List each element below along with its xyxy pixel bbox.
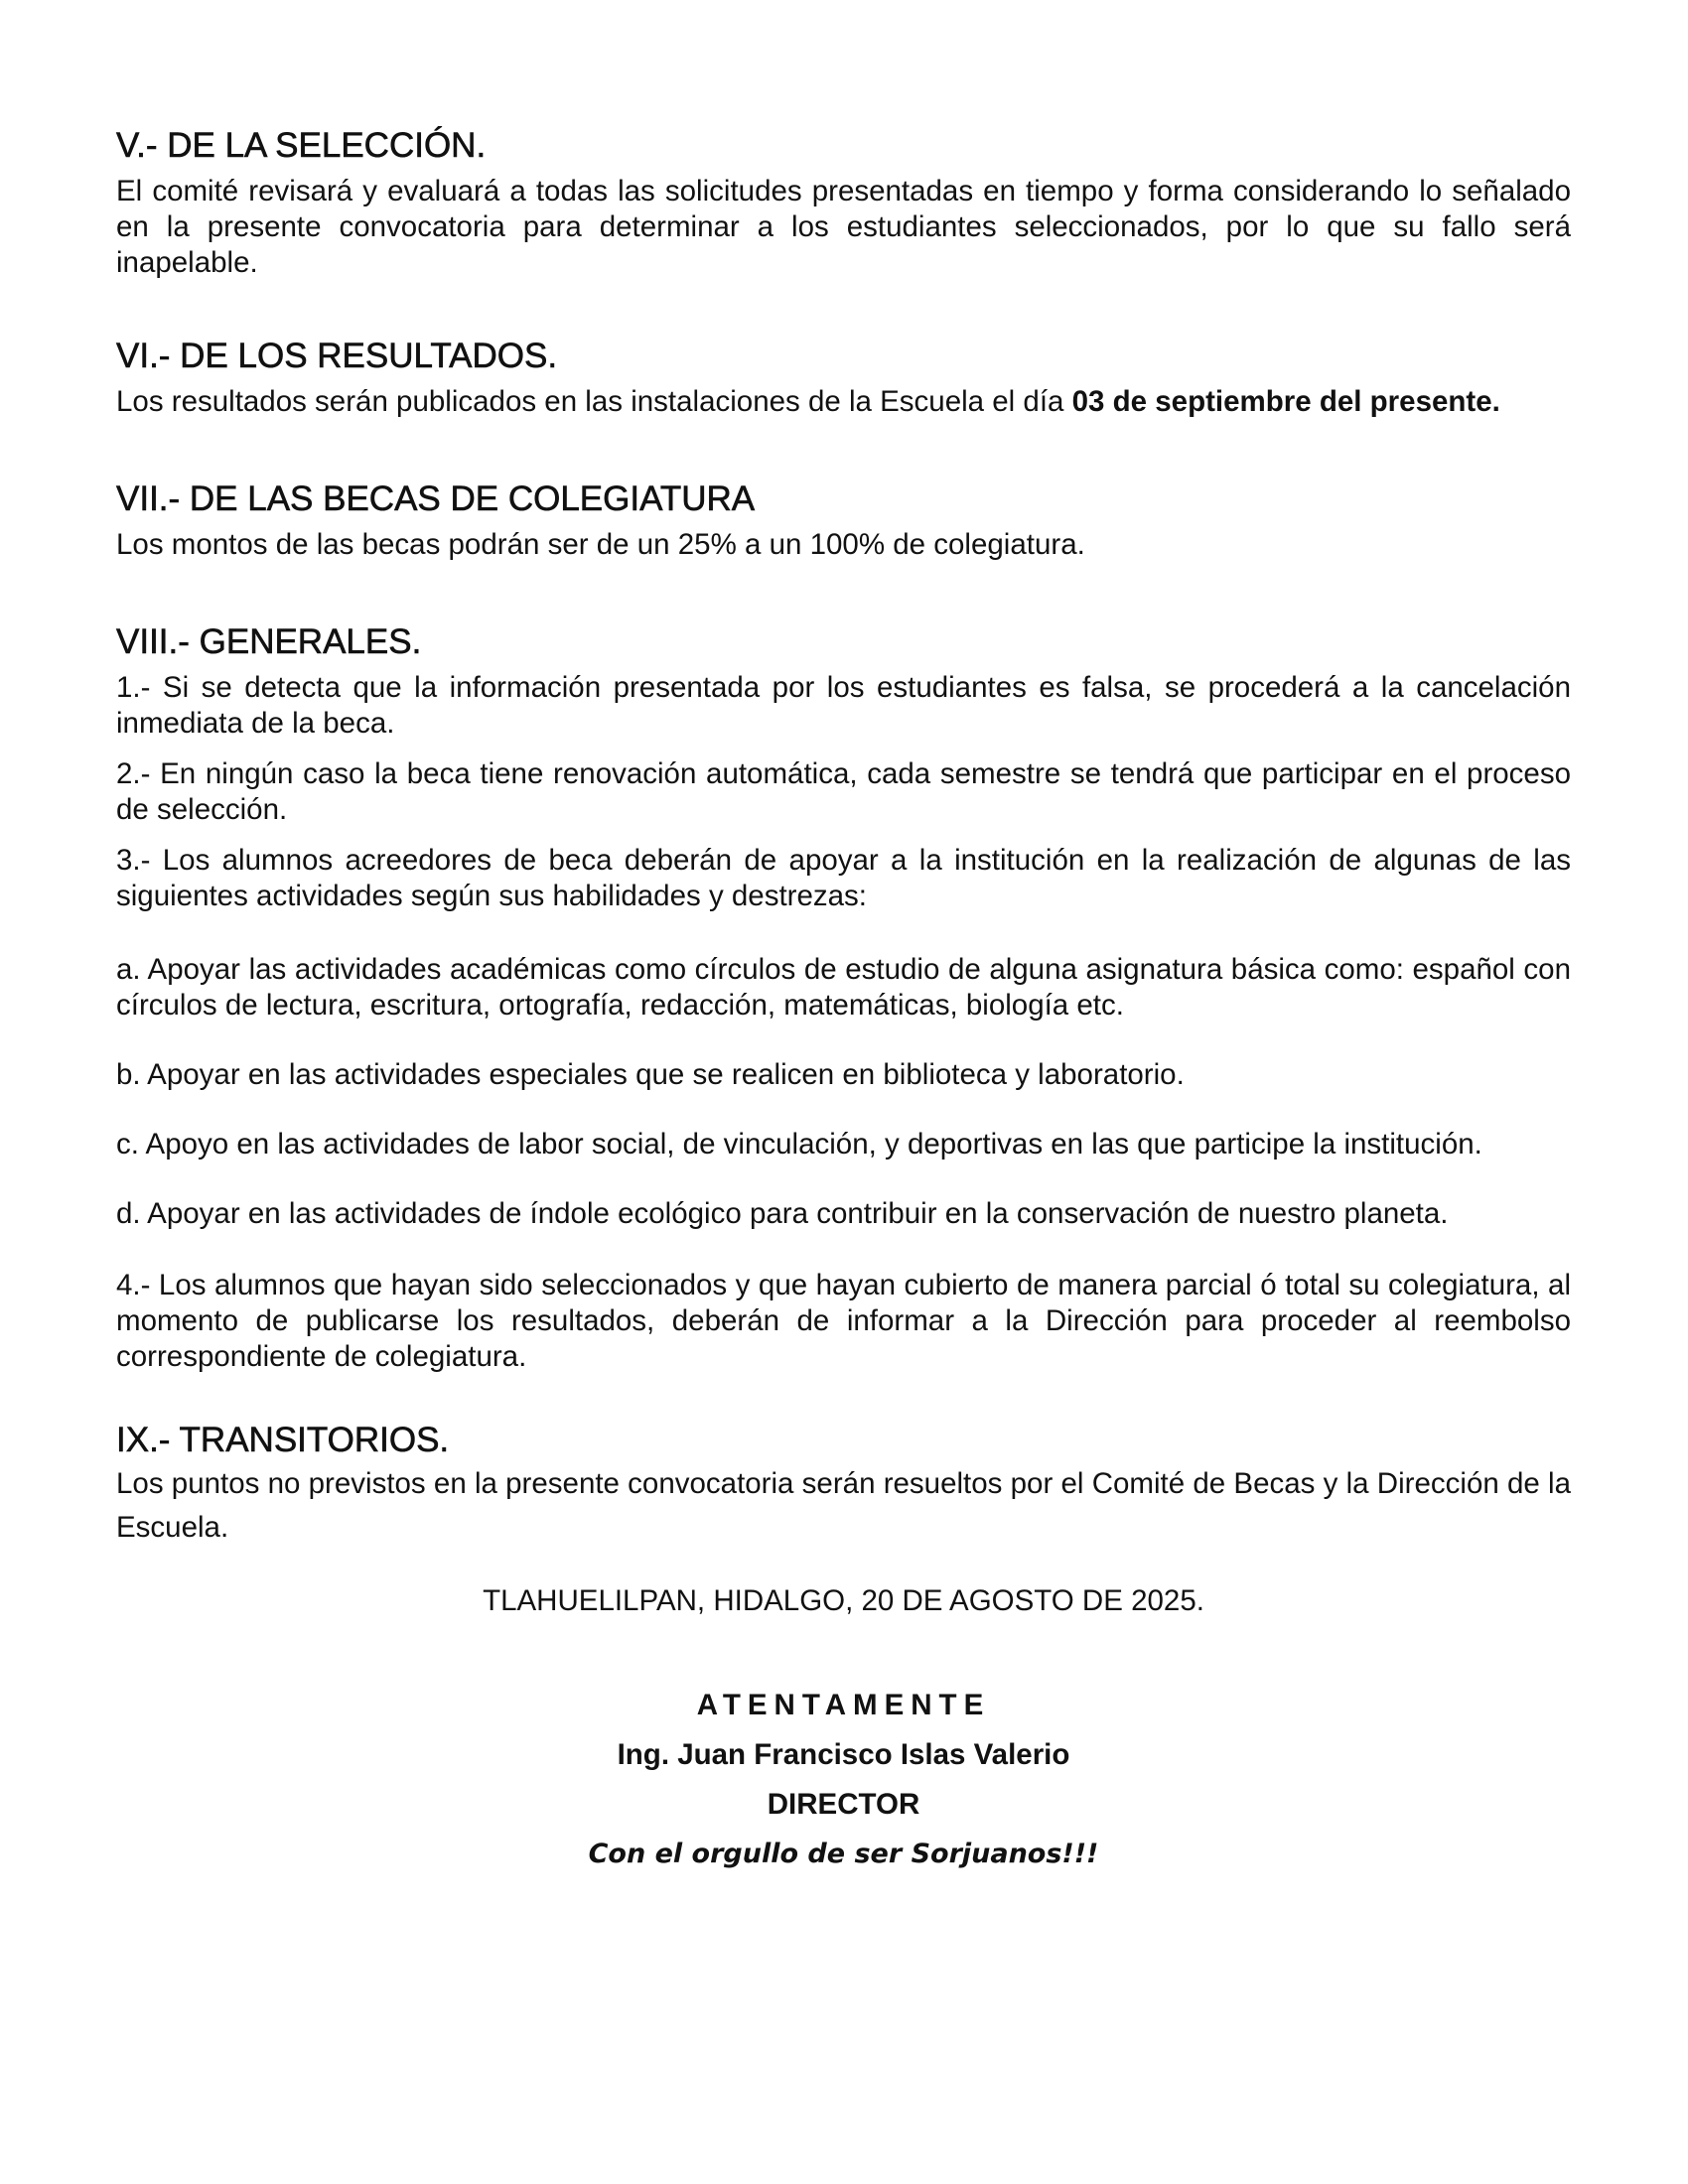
resultados-date: 03 de septiembre del presente. [1071,385,1500,418]
section-generales [116,620,1571,1375]
section-text-transitorios: Los puntos no previstos en la presente convocatoria serán resueltos por el Comité de Becas y la Dirección de la Escuela. [116,1467,1571,1544]
closing-block [116,1583,1571,1879]
section-title-becas: VII.- DE LAS BECAS DE COLEGIATURA [116,479,756,518]
section-text-becas: Los montos de las becas podrán ser de un 25% a un 100% de colegiatura. [116,528,1085,561]
signer-position: DIRECTOR [767,1788,920,1821]
section-title-generales: VIII.- GENERALES. [116,622,422,661]
document-page [116,124,1571,1879]
section-text-seleccion: El comité revisará y evaluará a todas las solicitudes presentadas en tiempo y forma considerando lo señalado en la presente convocatoria para determinar a los estudiantes seleccionados, por lo que su fallo será inapelable. [116,175,1571,279]
section-text-resultados [116,384,1571,420]
resultados-text: Los resultados serán publicados en las instalaciones de la Escuela el día [116,385,1072,418]
section-becas [116,478,1571,563]
signer-name: Ing. Juan Francisco Islas Valerio [617,1738,1070,1771]
generales-subitem-d: d. Apoyar en las actividades de índole ecológico para contribuir en la conservación de nuestro planeta. [116,1197,1449,1230]
generales-item-2: 2.- En ningún caso la beca tiene renovación automática, cada semestre se tendrá que participar en el proceso de selección. [116,757,1571,826]
section-transitorios [116,1419,1571,1550]
section-title-seleccion: V.- DE LA SELECCIÓN. [116,126,487,165]
section-title-resultados: VI.- DE LOS RESULTADOS. [116,337,558,375]
place-date: TLAHUELILPAN, HIDALGO, 20 DE AGOSTO DE 2025. [483,1584,1204,1617]
school-motto: Con el orgullo de ser Sorjuanos!!! [588,1839,1099,1869]
generales-subitem-b: b. Apoyar en las actividades especiales que se realicen en biblioteca y laboratorio. [116,1058,1185,1091]
section-resultados [116,335,1571,420]
generales-item-1: 1.- Si se detecta que la información presentada por los estudiantes es falsa, se procederá a la cancelación inmediata de la beca. [116,671,1571,740]
generales-subitem-c: c. Apoyo en las actividades de labor social, de vinculación, y deportivas en las que participe la institución. [116,1128,1482,1160]
generales-subitem-a: a. Apoyar las actividades académicas como círculos de estudio de alguna asignatura básica como: español con círculos de lectura, escritura, ortografía, redacción, matemáticas, biología etc. [116,953,1571,1022]
signature-regards: ATENTAMENTE [696,1689,991,1721]
section-title-transitorios: IX.- TRANSITORIOS. [116,1421,450,1459]
section-seleccion [116,124,1571,281]
generales-item-3: 3.- Los alumnos acreedores de beca deberán de apoyar a la institución en la realización de algunas de las siguientes actividades según sus habilidades y destrezas: [116,844,1571,912]
generales-item-4: 4.- Los alumnos que hayan sido seleccionados y que hayan cubierto de manera parcial ó total su colegiatura, al momento de publicarse los resultados, deberán de informar a la Dirección para proceder al reembolso correspondiente de colegiatura. [116,1269,1571,1373]
